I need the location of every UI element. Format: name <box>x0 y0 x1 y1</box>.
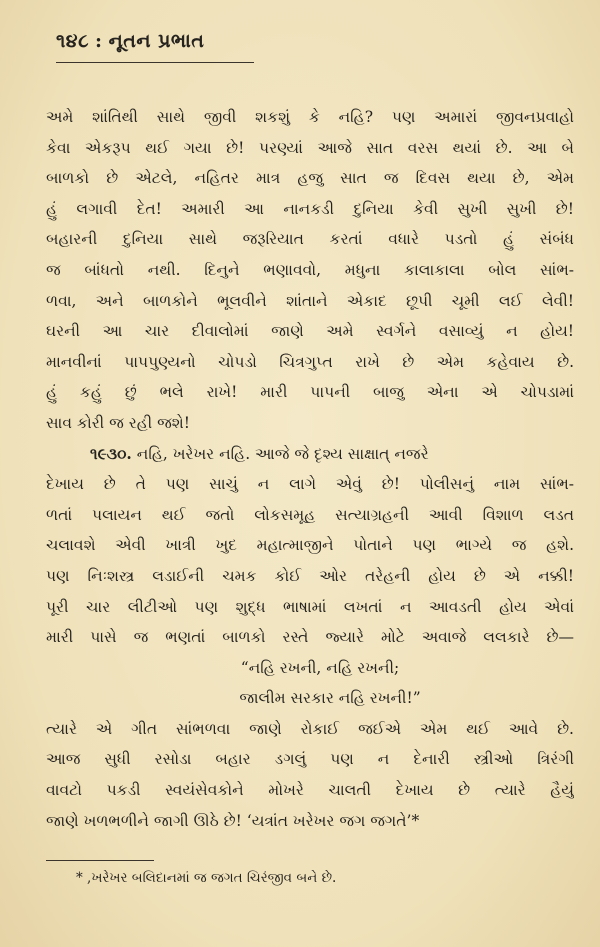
text-line: પણ નિઃશસ્ત્ર લડાઈની ચમક કોઈ ઓર તરેહની હોય છે એ નક્કી! <box>46 566 574 585</box>
text-line: ઘરની આ ચાર દીવાલોમાં જાણે અમે સ્વર્ગને વસાવ્યું ન હોય! <box>46 322 574 341</box>
header-rule <box>56 62 254 63</box>
text-line: જ બાંધતો નથી. દિનુને ભણાવવો, મધુના કાલાકાલા બોલ સાંભ- <box>46 260 574 279</box>
footnote-rule <box>46 860 154 861</box>
year-heading: ૧૯૩૦. <box>90 443 132 463</box>
text-line: બહારની દુનિયા સાથે જરૂરિયાત કરતાં વધારે પડતો હું સંબંધ <box>46 230 574 249</box>
verse-line: “નહિ રખની, નહિ રખની; <box>240 658 400 677</box>
text-line: કેવા એકરૂપ થઈ ગયા છે! પરણ્યાં આજે સાત વરસ થયાં છે. આ બે <box>46 138 574 157</box>
text-line: હું કહું છું ભલે રાખે! મારી પાપની બાજુ એના એ ચોપડામાં <box>46 383 574 402</box>
text-line: સાવ કોરી જ રહી જશે! <box>46 413 190 432</box>
body-text <box>46 102 574 836</box>
book-title: નૂતન પ્રભાત <box>108 30 205 52</box>
text-line: હું લગાવી દેત! અમારી આ નાનકડી દુનિયા કેવી સુખી સુખી છે! <box>46 199 574 218</box>
header-separator: : <box>95 30 103 52</box>
verse-line: જાલીમ સરકાર નહિ રખની!” <box>239 689 421 708</box>
paragraph-first-line <box>46 439 574 470</box>
text-line: ચલાવશે એવી ખાત્રી ખુદ મહાત્માજીને પોતાને પણ ભાગ્યે જ હશે. <box>46 536 574 555</box>
text-line: માનવીનાં પાપપુણ્યનો ચોપડો ચિત્રગુપ્ત રાખે છે એમ કહેવાય છે. <box>46 352 574 371</box>
first-line-text: નહિ, ખરેખર નહિ. આજે જે દૃશ્ય સાક્ષાત્ નજરે <box>136 444 429 463</box>
text-line: ળવા, અને બાળકોને ભૂલવીને શાંતાને એકાદ છૂપી ચૂમી લઈ લેવી! <box>46 291 574 310</box>
running-header <box>56 30 204 52</box>
text-line: વાવટો પકડી સ્વયંસેવકોને મોખરે ચાલતી દેખાય છે ત્યારે હૈયું <box>46 781 574 800</box>
text-line: ળતાં પલાયન થઈ જતો લોકસમૂહ સત્યાગ્રહની આવી વિશાળ લડત <box>46 505 574 524</box>
text-line: ત્યારે એ ગીત સાંભળવા જાણે રોકાઈ જઈએ એમ થઈ આવે છે. <box>46 719 574 738</box>
footnote: * ,ખરેખર બલિદાનમાં જ જગત ચિરંજીવ બને છે. <box>76 870 337 886</box>
text-line: મારી પાસે જ ભણતાં બાળકો રસ્તે જ્યારે મોટે અવાજે લલકારે છે— <box>46 628 574 647</box>
text-line: આજ સુધી રસોડા બહાર ડગલું પણ ન દેનારી સ્ત્રીઓ ત્રિરંગી <box>46 750 574 769</box>
text-line: જાણે ખળભળીને જાગી ઊઠે છે! ‘યત્રાંત ખરેખર જગ જગતે’* <box>46 811 420 830</box>
text-line: દેખાય છે તે પણ સાચું ન લાગે એવું છે! પોલીસનું નામ સાંભ- <box>46 475 574 494</box>
text-line: પૂરી ચાર લીટીઓ પણ શુદ્ધ ભાષામાં લખતાં ન આવડતી હોય એવાં <box>46 597 574 616</box>
page-number: ૧૪૮ <box>56 30 90 52</box>
text-line: બાળકો છે એટલે, નહિતર માત્ર હજુ સાત જ દિવસ થયા છે, એમ <box>46 169 574 188</box>
text-line: અમે શાંતિથી સાથે જીવી શકશું કે નહિ? પણ અમારાં જીવનપ્રવાહો <box>46 108 574 126</box>
